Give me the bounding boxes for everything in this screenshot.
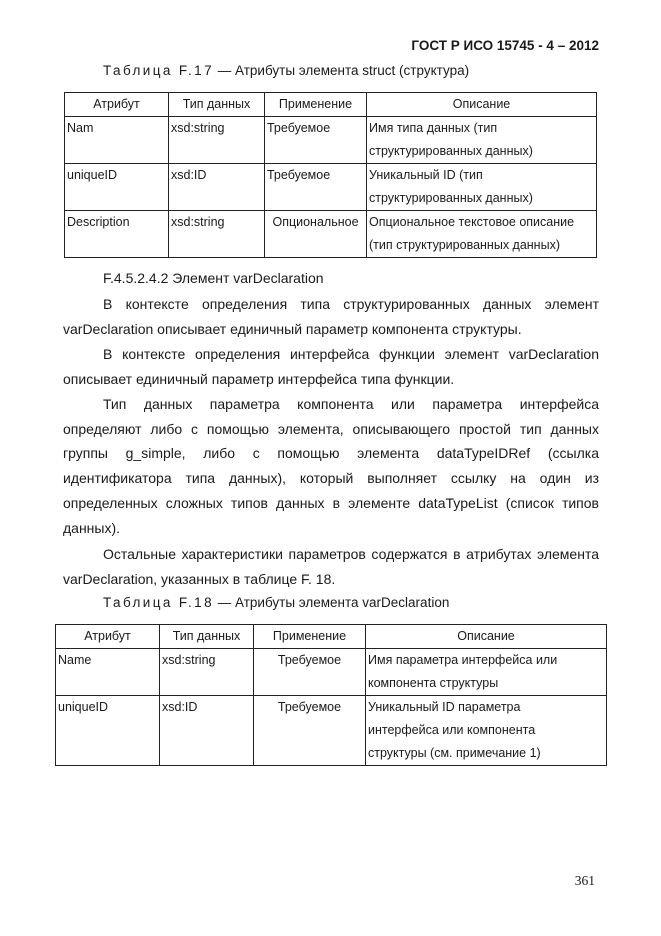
usage-cell: Требуемое bbox=[254, 696, 366, 766]
description-cell bbox=[366, 649, 607, 696]
table-header-row bbox=[65, 93, 597, 117]
body-paragraph: Тип данных параметра компонента или параметра интерфейса определяют либо с помощью элемента, описывающего простой тип данных группы g_simple, либо с помощью элемента dataTypeIDRef (ссылка идентификатора типа данных), который выполняет ссылку на один из определенных сложных типов данных в элементе dataTypeList (список типов данных). bbox=[63, 396, 599, 536]
description-line: структуры (см. примечание 1) bbox=[368, 746, 541, 760]
column-header: Применение bbox=[254, 625, 366, 649]
description-line: Имя типа данных (тип bbox=[369, 121, 498, 135]
table-row bbox=[56, 649, 607, 696]
column-header: Описание bbox=[367, 93, 597, 117]
description-line: Имя параметра интерфейса или bbox=[368, 653, 558, 667]
table-number: Таблица F.18 bbox=[103, 595, 214, 610]
usage-cell: Требуемое bbox=[265, 117, 367, 164]
column-header: Применение bbox=[265, 93, 367, 117]
document-header: ГОСТ Р ИСО 15745 - 4 – 2012 bbox=[411, 38, 599, 53]
description-line: компонента структуры bbox=[368, 676, 499, 690]
attributes-table-struct bbox=[64, 92, 597, 258]
type-cell: xsd:string bbox=[160, 649, 254, 696]
attribute-cell: Name bbox=[56, 649, 160, 696]
description-cell bbox=[367, 164, 597, 211]
attribute-cell: uniqueID bbox=[56, 696, 160, 766]
description-line: структурированных данных) bbox=[369, 144, 533, 158]
attribute-cell: uniqueID bbox=[65, 164, 169, 211]
body-paragraph: В контексте определения интерфейса функции элемент varDeclaration описывает единичный параметр интерфейса типа функции. bbox=[63, 346, 599, 387]
description-cell bbox=[367, 117, 597, 164]
column-header: Тип данных bbox=[160, 625, 254, 649]
attributes-table-vardeclaration bbox=[55, 624, 607, 766]
description-cell bbox=[367, 211, 597, 258]
usage-cell: Опциональное bbox=[265, 211, 367, 258]
type-cell: xsd:string bbox=[169, 117, 265, 164]
table-row bbox=[65, 164, 597, 211]
usage-cell: Требуемое bbox=[265, 164, 367, 211]
type-cell: xsd:ID bbox=[169, 164, 265, 211]
table-row bbox=[56, 696, 607, 766]
body-paragraph: Остальные характеристики параметров содержатся в атрибутах элемента varDeclaration, указанных в таблице F. 18. bbox=[63, 546, 599, 587]
type-cell: xsd:string bbox=[169, 211, 265, 258]
table-title: — Атрибуты элемента varDeclaration bbox=[217, 595, 450, 610]
usage-cell: Требуемое bbox=[254, 649, 366, 696]
table-caption bbox=[103, 63, 469, 78]
table-title: — Атрибуты элемента struct (структура) bbox=[217, 63, 470, 78]
section-heading: F.4.5.2.4.2 Элемент varDeclaration bbox=[103, 270, 324, 286]
description-line: Опциональное текстовое описание bbox=[369, 215, 575, 229]
table-number: Таблица F.17 bbox=[103, 63, 214, 78]
description-cell bbox=[366, 696, 607, 766]
description-line: (тип структурированных данных) bbox=[369, 238, 560, 252]
description-line: Уникальный ID (тип bbox=[369, 168, 483, 182]
table-caption bbox=[103, 595, 449, 610]
attribute-cell: Nam bbox=[65, 117, 169, 164]
column-header: Атрибут bbox=[65, 93, 169, 117]
table-header-row bbox=[56, 625, 607, 649]
page-number: 361 bbox=[574, 873, 595, 888]
description-line: интерфейса или компонента bbox=[368, 723, 536, 737]
type-cell: xsd:ID bbox=[160, 696, 254, 766]
body-paragraph: В контексте определения типа структурированных данных элемент varDeclaration описывает единичный параметр компонента структуры. bbox=[63, 296, 599, 337]
description-line: Уникальный ID параметра bbox=[368, 700, 521, 714]
description-line: структурированных данных) bbox=[369, 191, 533, 205]
column-header: Описание bbox=[366, 625, 607, 649]
attribute-cell: Description bbox=[65, 211, 169, 258]
table-row bbox=[65, 117, 597, 164]
table-row bbox=[65, 211, 597, 258]
column-header: Тип данных bbox=[169, 93, 265, 117]
column-header: Атрибут bbox=[56, 625, 160, 649]
